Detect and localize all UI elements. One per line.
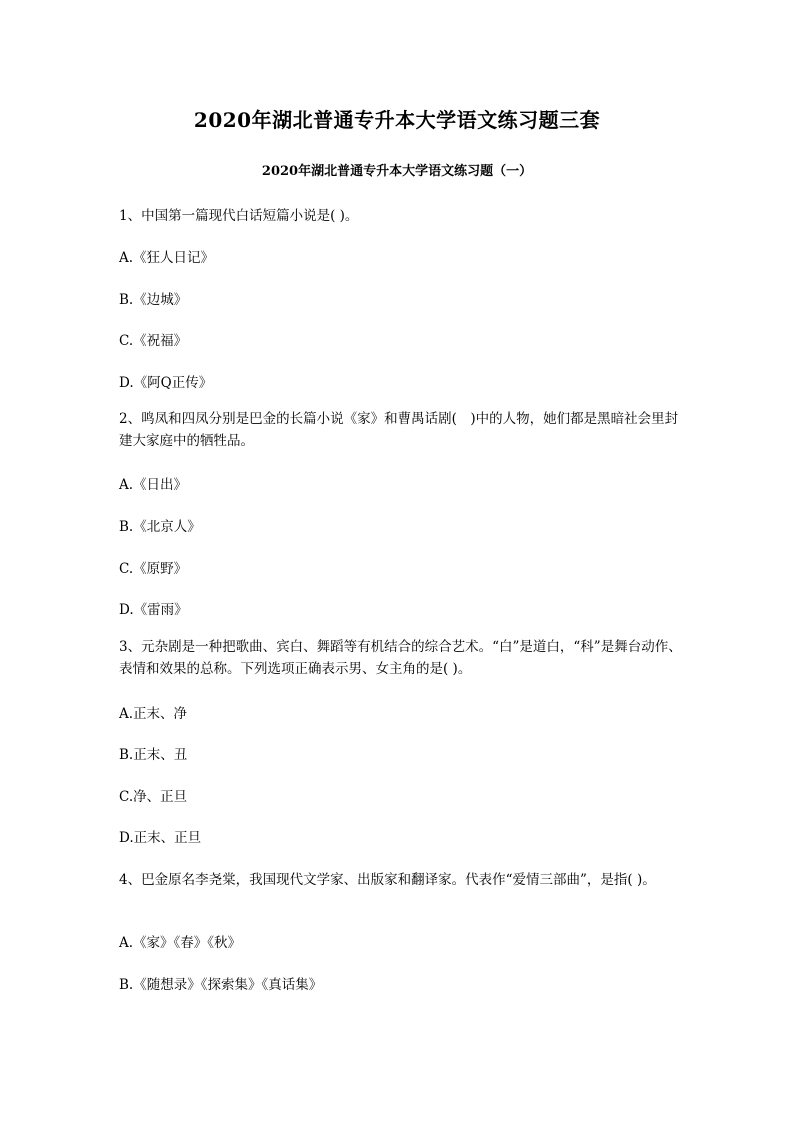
question-1-option-c: C.《祝福》 (119, 333, 188, 349)
question-2-option-b: B.《北京人》 (119, 519, 201, 535)
question-3-option-b: B.正末、丑 (119, 747, 188, 763)
question-1-option-a: A.《狂人日记》 (119, 250, 215, 266)
question-2-stem: 2、鸣凤和四凤分别是巴金的长篇小说《家》和曹禺话剧( )中的人物，她们都是黑暗社会里封建大家庭中的牺牲品。 (119, 411, 679, 449)
question-3-option-d: D.正末、正旦 (119, 830, 202, 846)
question-2-option-c: C.《原野》 (119, 561, 188, 577)
document-title: 2020年湖北普通专升本大学语文练习题三套 (193, 108, 601, 132)
question-4-stem: 4、巴金原名李尧棠，我国现代文学家、出版家和翻译家。代表作“爱情三部曲”，是指( )。 (119, 872, 656, 888)
question-2-option-d: D.《雷雨》 (119, 602, 188, 618)
question-3-option-a: A.正末、净 (119, 706, 188, 722)
question-2-option-a: A.《日出》 (119, 477, 188, 493)
question-4-option-b: B.《随想录》《探索集》《真话集》 (119, 977, 323, 993)
question-1-stem: 1、中国第一篇现代白话短篇小说是( )。 (119, 208, 359, 224)
question-3-option-c: C.净、正旦 (119, 789, 188, 805)
question-3-stem: 3、元杂剧是一种把歌曲、宾白、舞蹈等有机结合的综合艺术。“白”是道白，“科”是舞台动作、表情和效果的总称。下列选项正确表示男、女主角的是( )。 (119, 639, 682, 677)
section-title: 2020年湖北普通专升本大学语文练习题（一） (261, 164, 533, 179)
question-1-option-d: D.《阿Q正传》 (119, 375, 213, 391)
question-1-option-b: B.《边城》 (119, 292, 188, 308)
question-4-option-a: A.《家》《春》《秋》 (119, 935, 242, 951)
